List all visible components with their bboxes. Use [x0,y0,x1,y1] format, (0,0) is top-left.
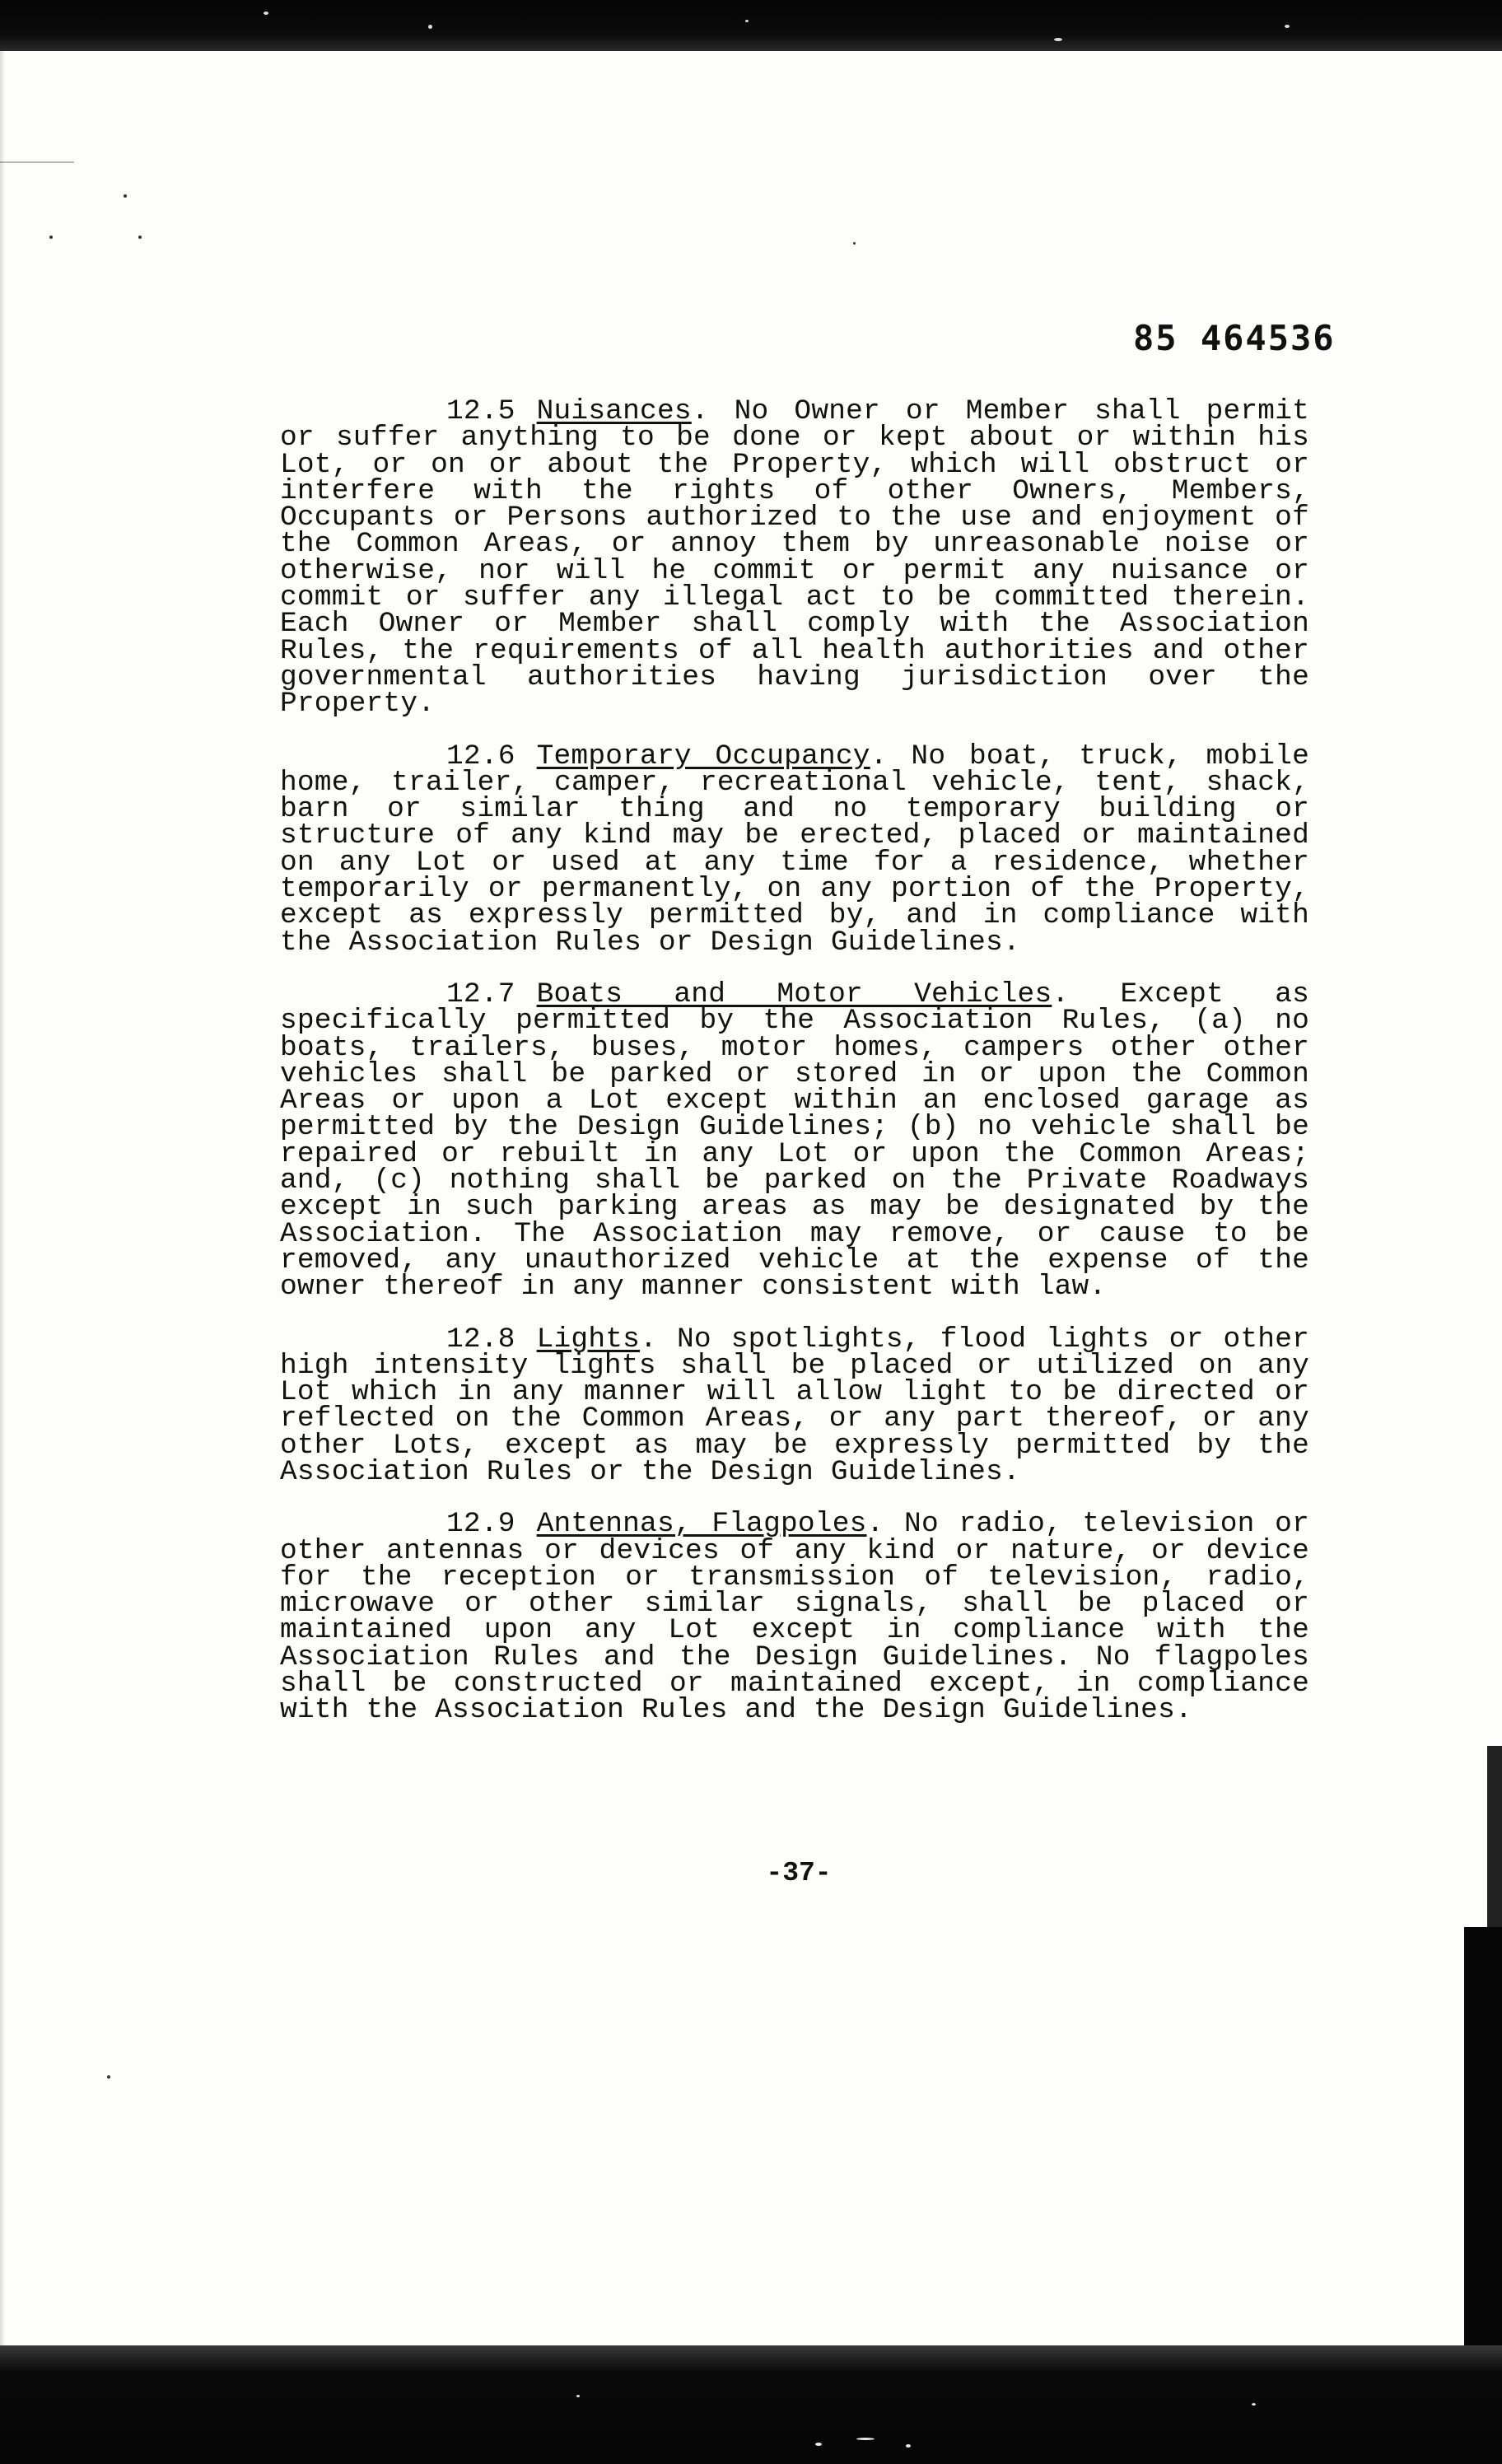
section-12-5 [280,395,1309,721]
document-body [280,395,1309,1750]
section-12-8 [280,1323,1309,1488]
section-number: 12.8 [446,1323,515,1356]
scan-dot [138,236,142,239]
section-number: 12.6 [446,740,515,772]
section-12-6 [280,740,1309,959]
section-heading: Nuisances [536,395,692,427]
scan-dot [853,242,856,245]
document-number: 85 464536 [1133,318,1336,358]
scan-left-edge [0,51,5,2345]
section-number: 12.7 [446,978,515,1010]
section-text: . No radio, television or other antennas or devices of any kind or nature, or device for the reception or transmission of television, radio, microwave or other similar signals, shall be placed or maintained upon any Lot except in compliance with the Association Rules and the Design Guidelines. No flagpoles shall be constructed or maintained except, in compliance with the Association Rules and the Design Guidelines. [280,1508,1309,1727]
scan-right-bar [1464,1927,1502,2345]
section-number: 12.9 [446,1508,515,1541]
section-heading: Boats and Motor Vehicles [536,978,1052,1010]
section-12-9 [280,1508,1309,1727]
scan-right-edge [1487,1746,1502,1927]
section-heading: Antennas, Flagpoles [536,1508,867,1541]
scan-dot [49,236,53,239]
scan-dot [107,2075,110,2079]
page-number: -37- [766,1858,832,1888]
scan-smudge [0,161,74,163]
section-text: . Except as specifically permitted by the Association Rules, (a) no boats, trailers, buses, motor homes, campers other other vehicles shall be parked or stored in or upon the Common Areas or upon a Lot except within an enclosed garage as permitted by the Design Guidelines; (b) no vehicle shall be repaired or rebuilt in any Lot or upon the Common Areas; and, (c) nothing shall be parked on the Private Roadways except in such parking areas as may be designated by the Association. The Association may remove, or cause to be removed, any unauthorized vehicle at the expense of the owner thereof in any manner consistent with law. [280,978,1309,1304]
section-text: . No Owner or Member shall permit or suffer anything to be done or kept about or within his Lot, or on or about the Property, which will obstruct or interfere with the rights of other Owners, Members, Occupants or Persons authorized to the use and enjoyment of the Common Areas, or annoy them by unreasonable noise or otherwise, nor will he commit or permit any nuisance or commit or suffer any illegal act to be committed therein. Each Owner or Member shall comply with the Association Rules, the requirements of all health authorities and other governmental authorities having jurisdiction over the Property. [280,395,1309,721]
scan-bottom-border [0,2345,1502,2464]
section-text: . No boat, truck, mobile home, trailer, camper, recreational vehicle, tent, shack, barn or similar thing and no temporary building or structure of any kind may be erected, placed or maintained on any Lot or used at any time for a residence, whether temporarily or permanently, on any portion of the Property, except as expressly permitted by, and in compliance with the Association Rules or Design Guidelines. [280,740,1309,959]
section-heading: Lights [536,1323,641,1356]
section-number: 12.5 [446,395,515,427]
section-heading: Temporary Occupancy [536,740,870,772]
section-12-7 [280,978,1309,1304]
section-text: . No spotlights, flood lights or other high intensity lights shall be placed or utilized on any Lot which in any manner will allow light to be directed or reflected on the Common Areas, or any part thereof, or any other Lots, except as may be expressly permitted by the Association Rules or the Design Guidelines. [280,1323,1309,1488]
scan-dot [124,194,127,198]
scan-top-border [0,0,1502,51]
